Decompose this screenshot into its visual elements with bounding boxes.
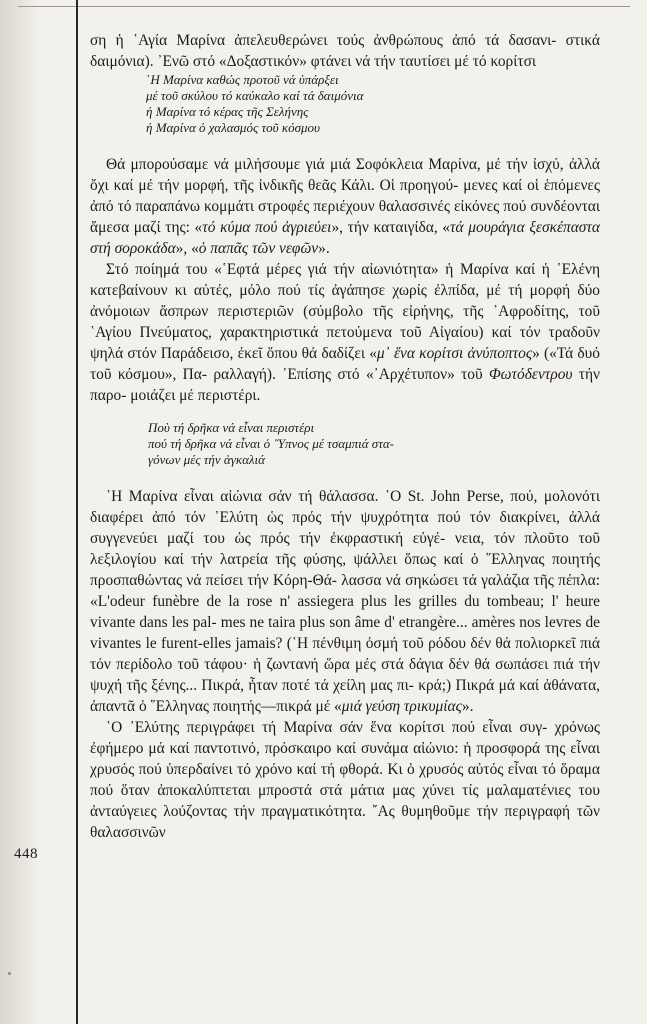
text-line: τοῦ Αἰγαίου) καί τόν τραδοῦν ψηλά στόν Παράδεισο, ἐκεῖ ὅπου θά <box>90 324 600 362</box>
text-line: ραλλαγή). ᾿Επίσης στό «᾿Αρχέτυπον» τοῦ <box>213 366 489 383</box>
paragraph <box>90 717 600 843</box>
paragraph <box>90 259 600 406</box>
verse-quote <box>148 420 600 468</box>
text-line: λασσα νά σηκώσει τά γαλάζια τῆς πέπλα: «L'odeur funèbre de la rose <box>90 572 600 610</box>
text-line: μολονότι διαφέρει ἀπό τόν ᾿Ελύτη ὡς πρός τήν ψυχρότητα πού τόν <box>90 488 600 526</box>
scan-shadow <box>0 0 40 1024</box>
text-line: Θά μπορούσαμε νά μιλήσουμε γιά μιά Σοφόκλεια Μαρίνα, μέ τήν <box>106 156 528 173</box>
italic-quote: μ᾿ ἕνα κορίτσι ἀνύποπτος <box>376 345 533 362</box>
text-line: ὅπως καί ὁ ῞Ελληνας ποιητής προσπαθώντας νά πείσει τήν Κόρη-Θά- <box>90 551 600 589</box>
text-line: τή μορφή δύο ἀνόμοιων ἄσπρων περιστεριῶν (σύμβολο τῆς εἰρήνης, <box>90 282 600 320</box>
body-text <box>90 30 600 843</box>
margin-line <box>76 0 78 1024</box>
text-line: νεια, τόν πλοῦτο τοῦ λεξιλογίου καί τήν λατρεία τῆς φύσης, ψάλλει <box>90 530 600 568</box>
text-line: « <box>334 698 342 715</box>
text-line: μενες καί οἱ ἑπόμενες ἀπό τό παραπάνω κομμάτι στροφές περιέχουν <box>90 177 600 215</box>
italic-quote: ὁ παπᾶς τῶν νεφῶν <box>198 240 319 257</box>
text-line: n' assiegera plus les grilles du tombeau; l' heure vivante dans les pal- <box>90 593 600 631</box>
italic-quote: τό κύμα πού <box>202 219 278 236</box>
text-line: ». <box>461 698 474 715</box>
text-line: », <box>175 240 188 257</box>
text-line: χρόνως ἐφήμερο μά καί παντοτινό, πρόσκαιρο καί συνάμα αἰώνιο: ἡ <box>90 719 600 757</box>
text-line: στά μάτια μας χύνει τίς μαλαματένιες του ἀνταύγειες λούζοντας τήν <box>90 782 600 820</box>
text-line: ». <box>318 240 330 257</box>
page-number: 448 <box>14 846 38 862</box>
verse-line: πού τή δρῆκα νά εἶναι ὁ ῞Υπνος μέ τσαμπιά στα- <box>148 436 395 451</box>
paragraph <box>90 486 600 717</box>
verse-line: Ποὺ τή δρῆκα νά εἶναι περιστέρι <box>148 420 315 435</box>
italic-quote: μιά γεύση τρικυμίας <box>341 698 462 715</box>
text-line: « <box>191 240 199 257</box>
text-line: τήν παρο- <box>90 366 600 404</box>
text-line: » («Τά δυό τοῦ κόσμου», Πα- <box>90 345 600 383</box>
text-line: στικά δαιμόνια). ᾿Ενῶ στό «Δοξαστικόν» φτάνει νά τήν ταυτίσει μέ <box>90 32 600 70</box>
italic-quote: ἀγριεύει <box>282 219 332 236</box>
top-rule <box>18 6 630 7</box>
text-line: προσφορά της εἶναι χρυσός πού ὑπερδαίνει τό χρόνο καί τή φθορά. <box>90 740 600 778</box>
verse-line: ἡ Μαρίνα ὁ χαλασμός τοῦ κόσμου <box>146 120 320 135</box>
text-line: τό κορίτσι <box>472 53 537 70</box>
text-line: », τήν καταιγίδα, « <box>331 219 451 236</box>
scan-speck <box>8 972 11 975</box>
text-line: σωπάσει πιά τήν ψυχή τῆς ξένης... Πικρά, ἦταν ποτέ τά χείλη μας πι- <box>90 656 600 694</box>
italic-quote: τά μουράγια ξεσκέπαστα στή σοροκάδα <box>90 219 600 257</box>
text-line: ἰσχύ, ἀλλά ὄχι καί μέ τήν μορφή, τῆς ἰνδικῆς θεᾶς Κάλι. Οἱ προηγού- <box>90 156 600 194</box>
paragraph <box>90 154 600 259</box>
text-line: le furent-elles jamais? (῾Η πένθιμη ὀσμή τοῦ ρόδου δέν θά πολιορκεῖ <box>145 635 576 652</box>
text-line: ῾Ελένη κατεβαίνουν κι αὐτές, μόλο πού τίς ἀγάπησε χωρίς ἐλπίδα, μέ <box>90 261 600 299</box>
text-line: πραγματικότητα. ῎Ας θυμηθοῦμε τήν περιγραφή τῶν θαλασσινῶν <box>90 803 600 841</box>
verse-line: ῾Η Μαρίνα καθώς προτοῦ νά ὑπάρξει <box>146 72 339 87</box>
verse-line: μέ τοῦ σκύλου τό καύκαλο καί τά δαιμόνια <box>146 88 364 103</box>
verse-line: γόνων μές τήν ἀγκαλιά <box>148 452 265 467</box>
text-line: διακρίνει, ἀλλά συγγενεύει μαζί του ὡς πρός τήν ἐκφραστική εὐγέ- <box>90 509 600 547</box>
text-line: κρά;) Πικρά μά καί ἀθάνατα, ἀπαντᾶ ὁ ῞Ελληνας ποιητής—πικρά μέ <box>90 677 600 715</box>
text-line: θαλασσινές εἰκόνες πού συνδέονται ἄμεσα μαζί της: « <box>90 198 600 236</box>
text-line: πιά τόν περίδολο τοῦ τάφου· ἡ ζωντανή ὥρα μές στά δάγια δέν θά <box>90 635 600 673</box>
text-line: Στό ποίημά του «῾Εφτά μέρες γιά τήν αἰωνιότητα» ἡ Μαρίνα καί ἡ <box>106 261 550 278</box>
verse-quote <box>146 72 600 136</box>
text-line: Κι ὁ χρυσός αὐτός εἶναι τό ὅραμα πού ὅταν ἀποκαλύπτεται μπροστά <box>90 761 600 799</box>
italic-title: Φωτόδεντρου <box>488 366 573 383</box>
text-line: τῆς ᾿Αφροδίτης, τοῦ ῾Αγίου Πνεύματος, χαρακτηριστικά πετούμενα <box>90 303 601 341</box>
text-line: ῾Ο ᾿Ελύτης περιγράφει τή Μαρίνα σάν ἕνα κορίτσι πού εἶναι συγ- <box>106 719 548 736</box>
text-line: δαδίζει « <box>321 345 377 362</box>
text-line: ῾Η Μαρίνα εἶναι αἰώνια σάν τή θάλασσα. ῾Ο St. John Perse, πού, <box>106 488 538 505</box>
text-line: ση ἡ ῾Αγία Μαρίνα ἀπελευθερώνει τούς ἀνθρώπους ἀπό τά δασανι- <box>90 32 557 49</box>
text-line: μοιάζει μέ περιστέρι. <box>130 387 261 404</box>
text-line: mes ne taira plus son âme d' etrangère... amères nos levres de vivantes <box>90 614 600 652</box>
verse-line: ἡ Μαρίνα τό κέρας τῆς Σελήνης <box>146 104 309 119</box>
paragraph <box>90 30 600 72</box>
